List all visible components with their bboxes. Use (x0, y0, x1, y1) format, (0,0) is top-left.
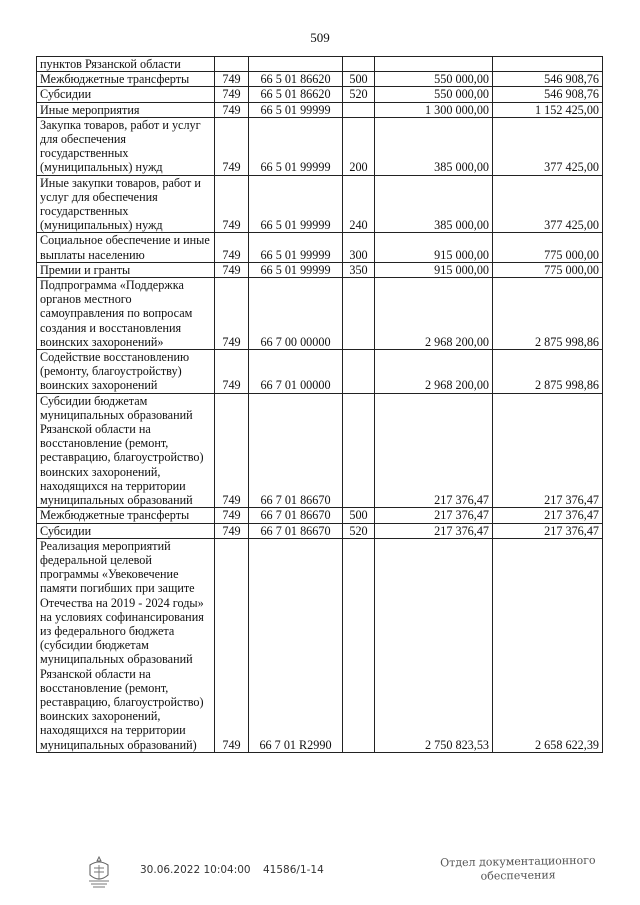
cell-actual-amount: 775 000,00 (493, 262, 603, 277)
cell-ministry-code: 749 (215, 117, 249, 175)
cell-target-article-code: 66 7 01 86670 (249, 523, 343, 538)
cell-planned-amount: 385 000,00 (375, 117, 493, 175)
table-row (37, 117, 603, 175)
cell-expense-type: 500 (343, 72, 375, 87)
cell-actual-amount: 546 908,76 (493, 72, 603, 87)
cell-expense-type: 520 (343, 87, 375, 102)
cell-actual-amount: 377 425,00 (493, 117, 603, 175)
budget-table (36, 56, 603, 753)
cell-planned-amount: 217 376,47 (375, 508, 493, 523)
cell-name: Содействие восстановлению (ремонту, благоустройству) воинских захоронений (37, 350, 215, 394)
cell-name: Межбюджетные трансферты (37, 508, 215, 523)
cell-actual-amount: 775 000,00 (493, 233, 603, 262)
table-row (37, 233, 603, 262)
cell-expense-type (343, 350, 375, 394)
table-row (37, 57, 603, 72)
footer-date: 30.06.2022 10:04:00 (140, 864, 251, 876)
cell-ministry-code (215, 57, 249, 72)
cell-name: Реализация мероприятий федеральной целевой программы «Увековечение памяти погибших при защите Отечества на 2019 - 2024 годы» на условиях софинансирования из федерального бюджета (субсидии бюджетам муниципальных образований Рязанской области на восстановление (ремонт, реставрацию, благоустройство) воинских захоронений, находящихся на территории муниципальных образований) (37, 538, 215, 752)
cell-name: Субсидии (37, 87, 215, 102)
cell-actual-amount: 217 376,47 (493, 508, 603, 523)
cell-expense-type (343, 393, 375, 508)
cell-ministry-code: 749 (215, 278, 249, 350)
table-row (37, 278, 603, 350)
cell-planned-amount: 550 000,00 (375, 72, 493, 87)
cell-name: Межбюджетные трансферты (37, 72, 215, 87)
cell-ministry-code: 749 (215, 350, 249, 394)
cell-expense-type: 350 (343, 262, 375, 277)
cell-ministry-code: 749 (215, 393, 249, 508)
cell-planned-amount: 550 000,00 (375, 87, 493, 102)
document-footer (0, 852, 640, 902)
table-row (37, 87, 603, 102)
cell-ministry-code: 749 (215, 87, 249, 102)
cell-planned-amount: 915 000,00 (375, 262, 493, 277)
table-row (37, 72, 603, 87)
cell-name: Субсидии бюджетам муниципальных образований Рязанской области на восстановление (ремонт, реставрацию, благоустройство) воинских захоронений, находящихся на территории муниципальных образований (37, 393, 215, 508)
cell-ministry-code: 749 (215, 175, 249, 233)
department-stamp (438, 854, 598, 885)
cell-target-article-code: 66 7 01 00000 (249, 350, 343, 394)
stamp-line-2: обеспечения (480, 868, 556, 883)
cell-expense-type (343, 278, 375, 350)
table-row (37, 102, 603, 117)
cell-ministry-code: 749 (215, 72, 249, 87)
cell-target-article-code (249, 57, 343, 72)
table-row (37, 538, 603, 752)
page-number: 509 (310, 30, 330, 45)
cell-name: Субсидии (37, 523, 215, 538)
cell-planned-amount: 217 376,47 (375, 523, 493, 538)
cell-expense-type: 300 (343, 233, 375, 262)
cell-target-article-code: 66 5 01 86620 (249, 87, 343, 102)
cell-name: пунктов Рязанской области (37, 57, 215, 72)
cell-ministry-code: 749 (215, 262, 249, 277)
cell-name: Закупка товаров, работ и услуг для обеспечения государственных (муниципальных) нужд (37, 117, 215, 175)
cell-ministry-code: 749 (215, 538, 249, 752)
cell-expense-type: 200 (343, 117, 375, 175)
cell-planned-amount (375, 57, 493, 72)
stamp-line-1: Отдел документационного (440, 853, 596, 870)
cell-target-article-code: 66 7 01 86670 (249, 393, 343, 508)
cell-name: Социальное обеспечение и иные выплаты населению (37, 233, 215, 262)
cell-actual-amount: 1 152 425,00 (493, 102, 603, 117)
cell-actual-amount: 377 425,00 (493, 175, 603, 233)
coat-of-arms-icon (86, 855, 112, 889)
cell-name: Иные мероприятия (37, 102, 215, 117)
cell-target-article-code: 66 5 01 99999 (249, 262, 343, 277)
cell-planned-amount: 1 300 000,00 (375, 102, 493, 117)
cell-planned-amount: 2 750 823,53 (375, 538, 493, 752)
table-row (37, 350, 603, 394)
cell-actual-amount: 217 376,47 (493, 393, 603, 508)
cell-ministry-code: 749 (215, 523, 249, 538)
cell-actual-amount: 546 908,76 (493, 87, 603, 102)
cell-target-article-code: 66 5 01 99999 (249, 117, 343, 175)
cell-expense-type: 520 (343, 523, 375, 538)
cell-actual-amount: 217 376,47 (493, 523, 603, 538)
cell-target-article-code: 66 5 01 99999 (249, 233, 343, 262)
cell-ministry-code: 749 (215, 233, 249, 262)
cell-ministry-code: 749 (215, 508, 249, 523)
cell-target-article-code: 66 5 01 86620 (249, 72, 343, 87)
cell-expense-type (343, 57, 375, 72)
table-row (37, 523, 603, 538)
cell-planned-amount: 915 000,00 (375, 233, 493, 262)
table-row (37, 393, 603, 508)
cell-planned-amount: 217 376,47 (375, 393, 493, 508)
table-body (37, 57, 603, 753)
cell-target-article-code: 66 7 01 86670 (249, 508, 343, 523)
cell-target-article-code: 66 5 01 99999 (249, 102, 343, 117)
table-row (37, 175, 603, 233)
cell-name: Иные закупки товаров, работ и услуг для обеспечения государственных (муниципальных) нужд (37, 175, 215, 233)
table-row (37, 508, 603, 523)
cell-planned-amount: 2 968 200,00 (375, 350, 493, 394)
cell-actual-amount (493, 57, 603, 72)
cell-name: Подпрограмма «Поддержка органов местного самоуправления по вопросам создания и восстановления воинских захоронений» (37, 278, 215, 350)
cell-name: Премии и гранты (37, 262, 215, 277)
cell-expense-type: 240 (343, 175, 375, 233)
cell-actual-amount: 2 658 622,39 (493, 538, 603, 752)
cell-expense-type: 500 (343, 508, 375, 523)
cell-target-article-code: 66 7 00 00000 (249, 278, 343, 350)
footer-registration-number: 41586/1-14 (263, 864, 324, 876)
cell-actual-amount: 2 875 998,86 (493, 350, 603, 394)
cell-expense-type (343, 538, 375, 752)
cell-planned-amount: 385 000,00 (375, 175, 493, 233)
table-row (37, 262, 603, 277)
cell-actual-amount: 2 875 998,86 (493, 278, 603, 350)
cell-target-article-code: 66 7 01 R2990 (249, 538, 343, 752)
cell-target-article-code: 66 5 01 99999 (249, 175, 343, 233)
cell-ministry-code: 749 (215, 102, 249, 117)
cell-planned-amount: 2 968 200,00 (375, 278, 493, 350)
cell-expense-type (343, 102, 375, 117)
